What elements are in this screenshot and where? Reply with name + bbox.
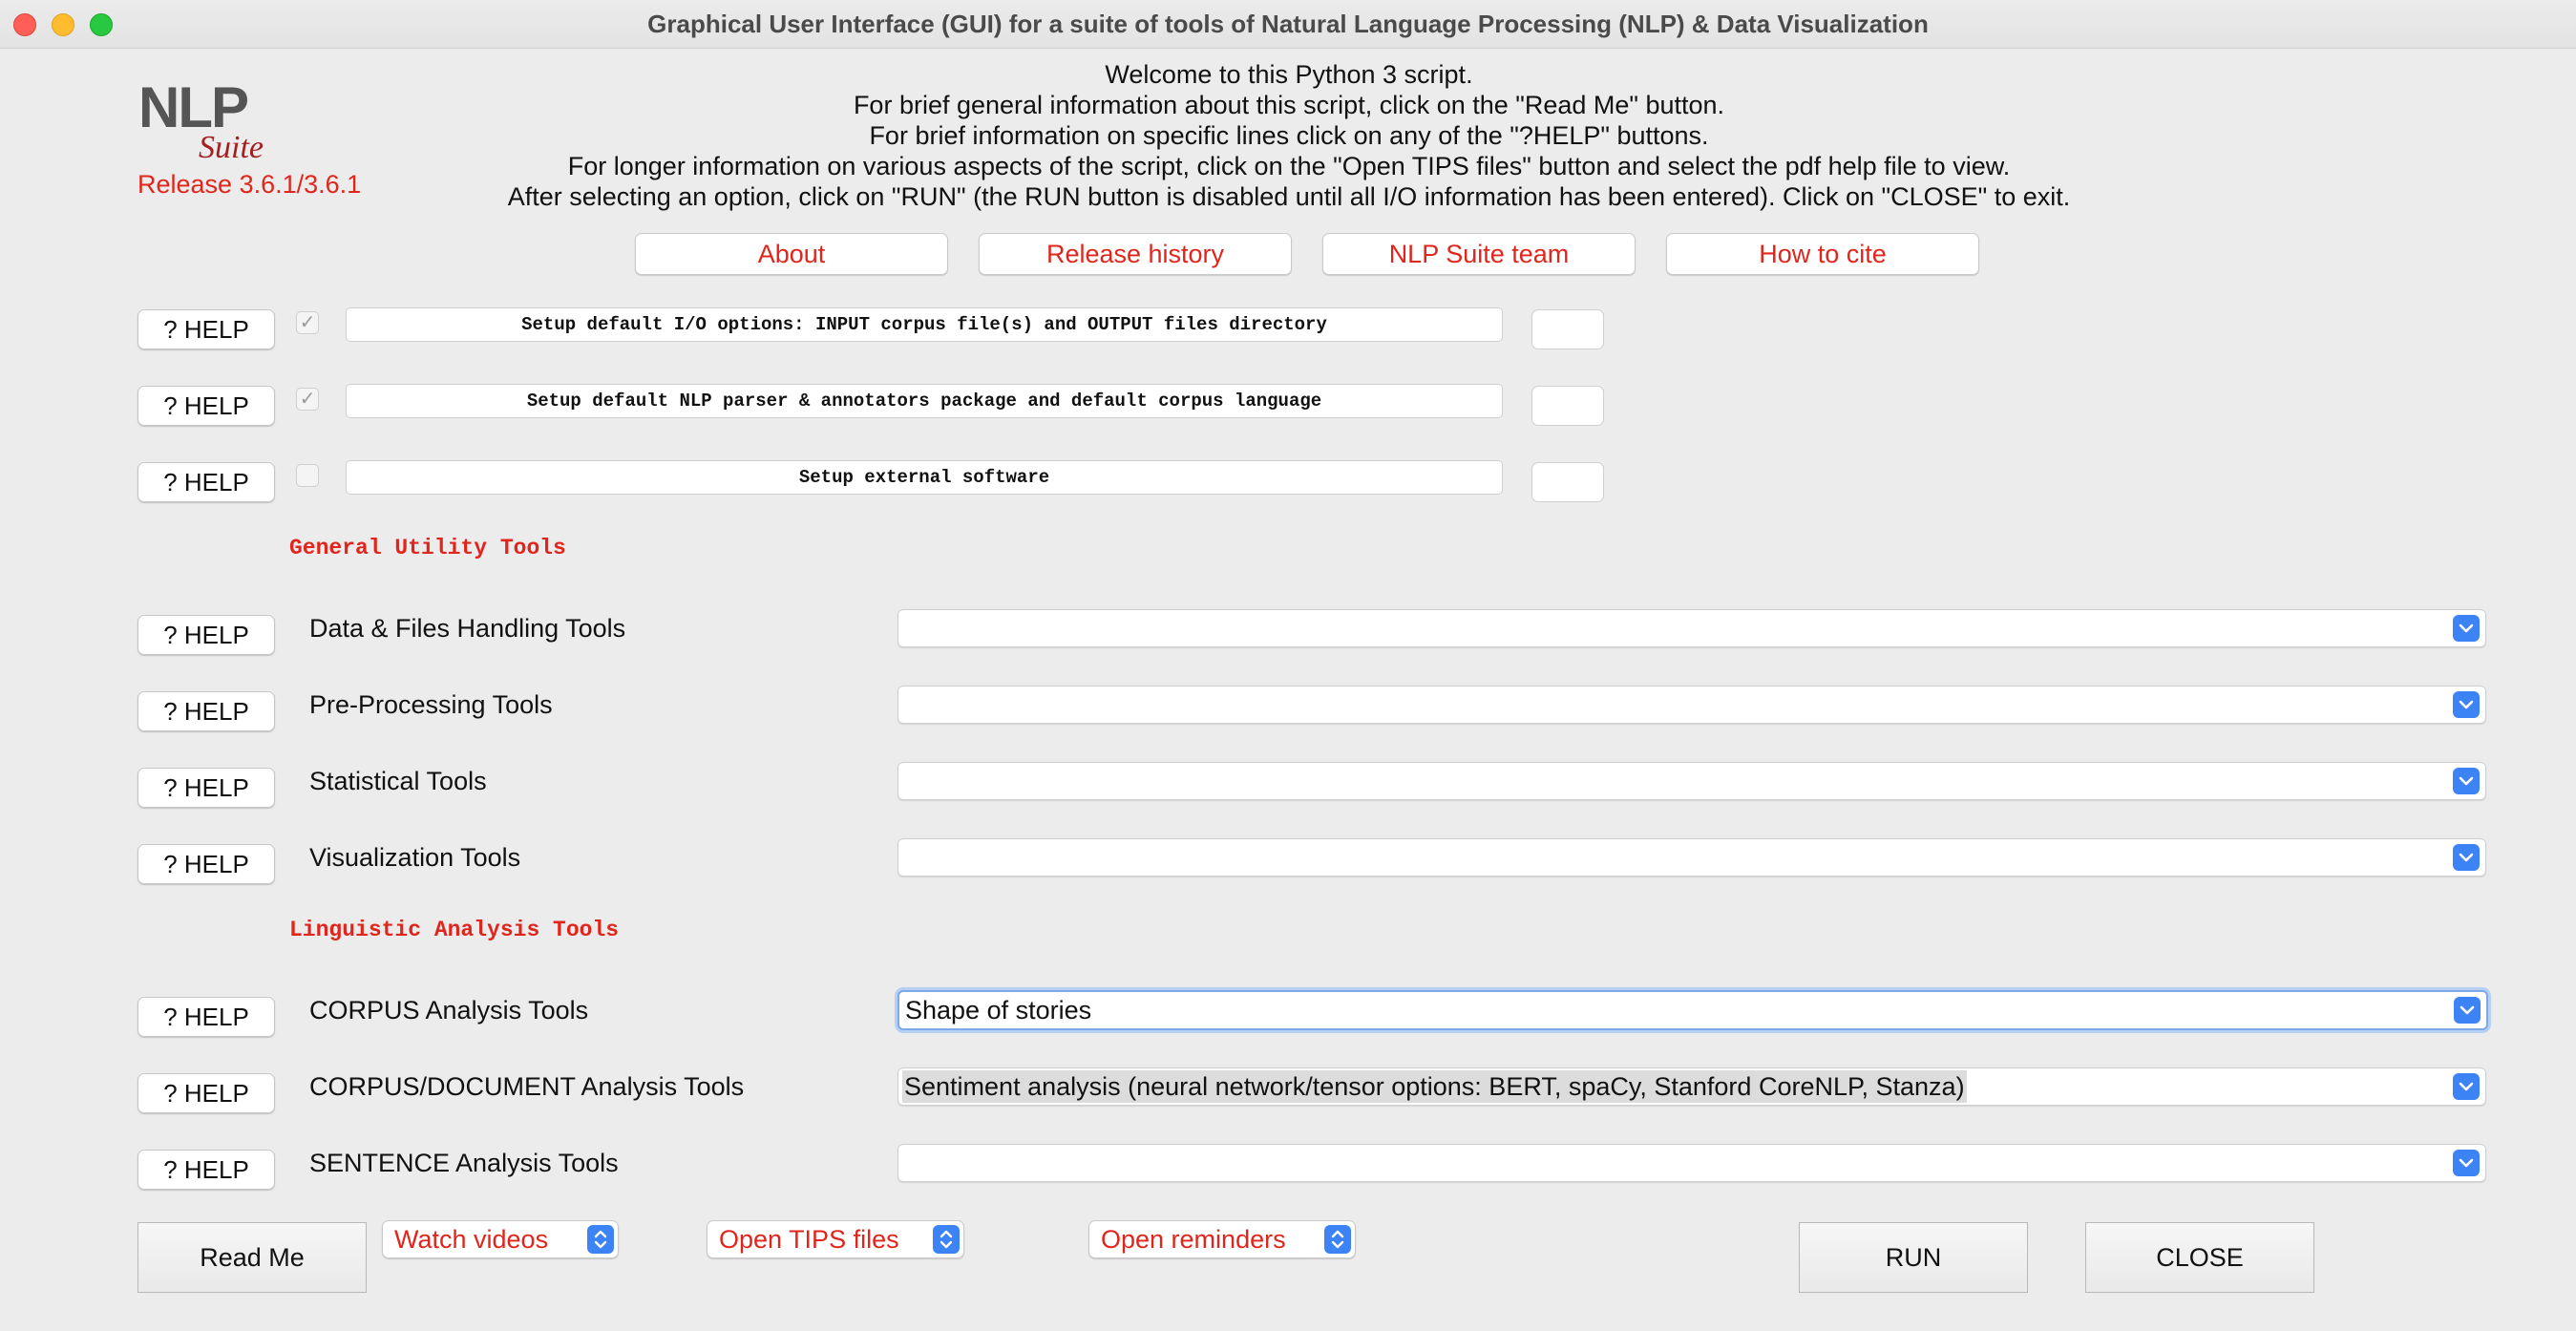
window-title: Graphical User Interface (GUI) for a suite of tools of Natural Language Processing (NLP) & Data Visualization [647,10,1929,38]
how-to-cite-button[interactable]: How to cite [1666,233,1979,275]
statistical-tools-label: Statistical Tools [309,767,487,795]
chevron-down-icon[interactable] [2453,615,2480,642]
external-software-status-box [1531,462,1604,502]
combobox-value: Sentiment analysis (neural network/tensor options: BERT, spaCy, Stanford CoreNLP, Stanza) [904,1072,1965,1101]
external-software-button[interactable]: Setup external software [346,460,1503,495]
linguistic-analysis-section-title: Linguistic Analysis Tools [289,918,620,942]
title-bar [0,0,2576,49]
help-button-data-files[interactable]: ? HELP [137,615,275,655]
chevron-down-icon[interactable] [2453,1073,2480,1100]
preprocessing-tools-combobox[interactable] [897,686,2486,724]
popup-label: Open TIPS files [719,1225,899,1254]
help-button-corpus-document[interactable]: ? HELP [137,1073,275,1113]
corpus-tools-combobox[interactable] [897,990,2488,1030]
welcome-line: For longer information on various aspects of the script, click on the "Open TIPS files" button and select the pdf help file to view. [567,152,2011,180]
popup-label: Open reminders [1101,1225,1286,1254]
welcome-text [477,59,2101,212]
preprocessing-tools-label: Pre-Processing Tools [309,690,553,719]
nlp-logo: NLP [138,75,247,139]
visualization-tools-label: Visualization Tools [309,843,521,872]
welcome-line: For brief general information about this script, click on the "Read Me" button. [853,91,1725,119]
io-setup-status-box [1531,309,1604,349]
help-button-visualization[interactable]: ? HELP [137,844,275,884]
read-me-button[interactable]: Read Me [137,1222,367,1293]
help-button-parser-setup[interactable]: ? HELP [137,386,275,426]
chevron-down-icon[interactable] [2453,691,2480,718]
updown-chevron-icon[interactable] [933,1225,960,1254]
run-button[interactable]: RUN [1799,1222,2028,1293]
nlp-suite-team-button[interactable]: NLP Suite team [1322,233,1636,275]
popup-label: Watch videos [394,1225,549,1254]
welcome-line: For brief information on specific lines click on any of the "?HELP" buttons. [869,121,1709,150]
parser-setup-checkbox[interactable]: ✓ [296,388,319,411]
help-button-preprocessing[interactable]: ? HELP [137,691,275,731]
release-label: Release 3.6.1/3.6.1 [137,170,362,199]
corpus-document-tools-label: CORPUS/DOCUMENT Analysis Tools [309,1072,745,1101]
updown-chevron-icon[interactable] [1324,1225,1351,1254]
parser-setup-status-box [1531,386,1604,426]
updown-chevron-icon[interactable] [587,1225,614,1254]
corpus-document-tools-combobox[interactable] [897,1067,2486,1106]
visualization-tools-combobox[interactable] [897,838,2486,877]
io-setup-button[interactable]: Setup default I/O options: INPUT corpus file(s) and OUTPUT files directory [346,307,1503,342]
help-button-external-software[interactable]: ? HELP [137,462,275,502]
suite-logo: Suite [199,130,264,165]
open-tips-files-popup[interactable] [707,1220,964,1258]
watch-videos-popup[interactable] [382,1220,619,1258]
about-button[interactable]: About [635,233,948,275]
help-button-corpus[interactable]: ? HELP [137,997,275,1037]
welcome-line: After selecting an option, click on "RUN" (the RUN button is disabled until all I/O information has been entered). Click on "CLOSE" to exit. [507,182,2071,211]
welcome-line: Welcome to this Python 3 script. [1105,60,1473,89]
help-button-sentence[interactable]: ? HELP [137,1150,275,1190]
sentence-tools-label: SENTENCE Analysis Tools [309,1149,619,1177]
chevron-down-icon[interactable] [2453,1150,2480,1176]
external-software-checkbox[interactable] [296,464,319,487]
data-files-tools-label: Data & Files Handling Tools [309,614,626,643]
statistical-tools-combobox[interactable] [897,762,2486,800]
help-button-statistical[interactable]: ? HELP [137,768,275,808]
chevron-down-icon[interactable] [2454,997,2481,1024]
general-utility-section-title: General Utility Tools [289,536,566,560]
combobox-value: Shape of stories [905,996,1092,1025]
open-reminders-popup[interactable] [1088,1220,1356,1258]
release-history-button[interactable]: Release history [979,233,1292,275]
chevron-down-icon[interactable] [2453,844,2480,871]
parser-setup-button[interactable]: Setup default NLP parser & annotators package and default corpus language [346,384,1503,418]
chevron-down-icon[interactable] [2453,768,2480,794]
help-button-io-setup[interactable]: ? HELP [137,309,275,349]
data-files-tools-combobox[interactable] [897,609,2486,647]
sentence-tools-combobox[interactable] [897,1144,2486,1182]
corpus-tools-label: CORPUS Analysis Tools [309,996,589,1025]
close-button[interactable]: CLOSE [2085,1222,2314,1293]
io-setup-checkbox[interactable]: ✓ [296,311,319,334]
